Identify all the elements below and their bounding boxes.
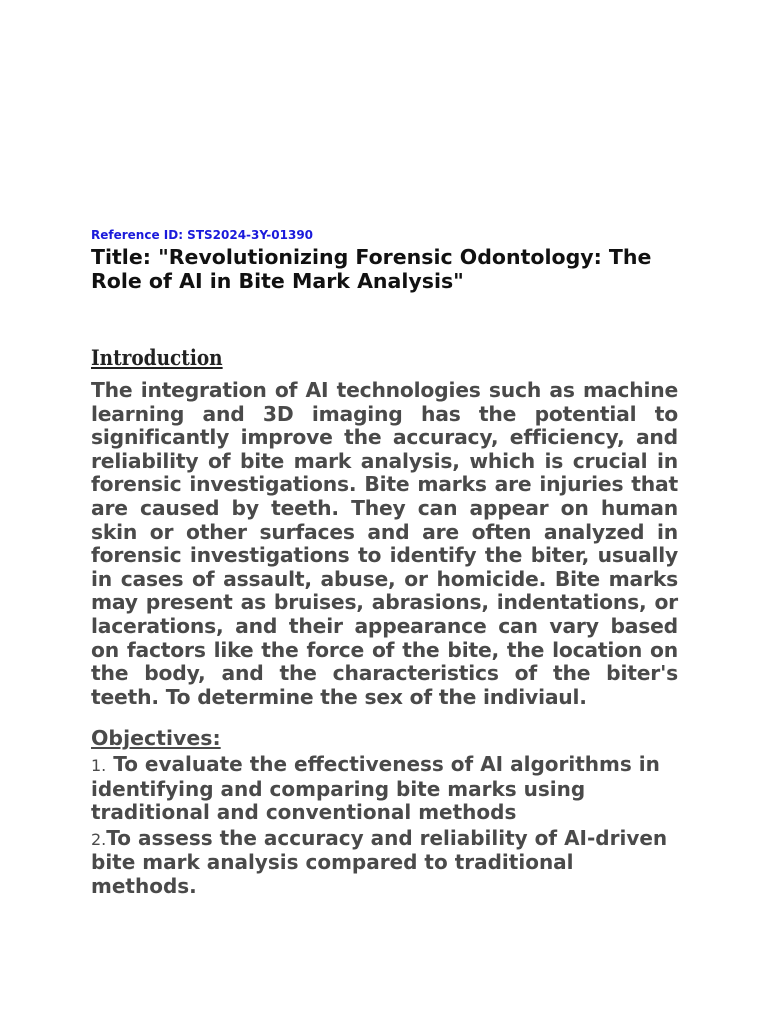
document-title: Title: "Revolutionizing Forensic Odontology: The Role of AI in Bite Mark Analysis" (91, 245, 652, 293)
objective-item-2 (91, 827, 678, 899)
objective-number: 1. (91, 756, 107, 776)
objective-text: To evaluate the effectiveness of AI algorithms in identifying and comparing bite marks using traditional and conventional methods (91, 752, 660, 825)
objectives-heading: Objectives: (91, 726, 221, 751)
objective-number: 2. (91, 829, 107, 849)
objective-text: To assess the accuracy and reliability of AI-driven bite mark analysis compared to traditional methods. (91, 825, 668, 898)
objective-item-1 (91, 753, 678, 825)
introduction-body: The integration of AI technologies such as machine learning and 3D imaging has the potential to significantly improve the accuracy, efficiency, and reliability of bite mark analysis, which is crucial in forensic investigations. Bite marks are injuries that are caused by teeth. They can appear on human skin or other surfaces and are often analyzed in forensic investigations to identify the biter, usually in cases of assault, abuse, or homicide. Bite marks may present as bruises, abrasions, indentations, or lacerations, and their appearance can vary based on factors like the force of the bite, the location on the body, and the characteristics of the biter's teeth. To determine the sex of the indiviaul. (91, 378, 678, 709)
document-page (91, 227, 678, 898)
reference-id: Reference ID: STS2024-3Y-01390 (91, 228, 314, 242)
introduction-heading: Introduction (91, 345, 223, 370)
